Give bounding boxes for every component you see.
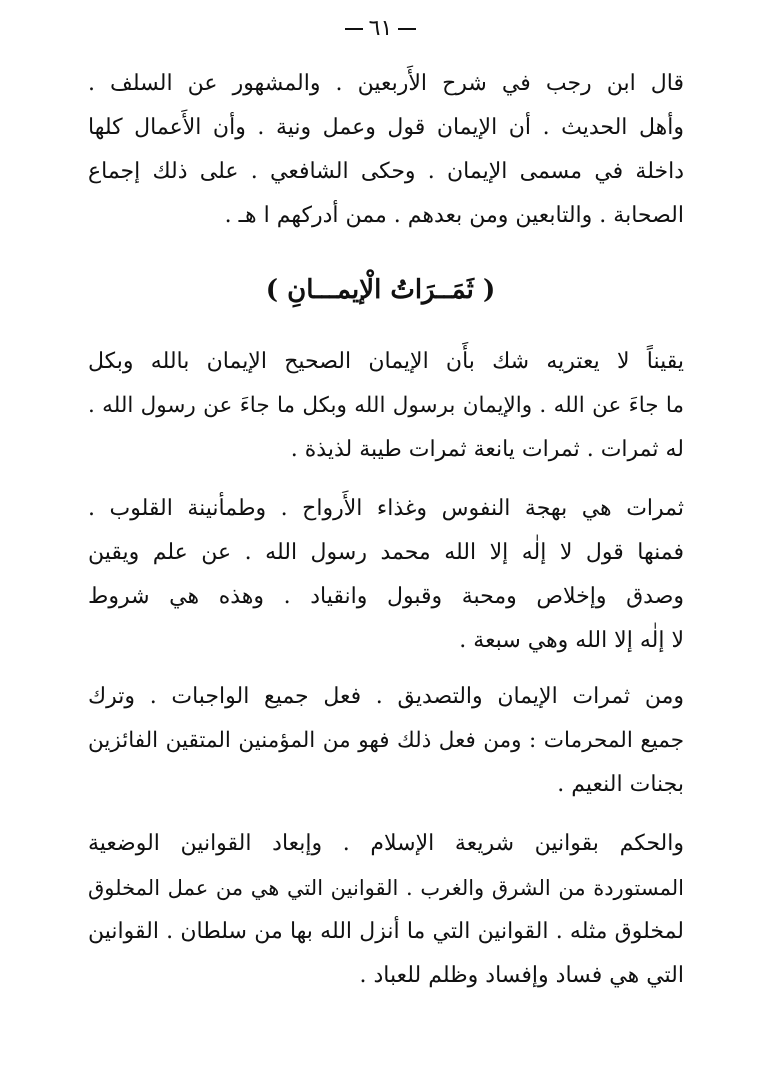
paragraph-line: التي هي فساد وإفساد وظلم للعباد . xyxy=(359,963,684,988)
page-number-dash-right xyxy=(398,28,416,30)
paragraph-line: وأهل الحديث . أن الإيمان قول وعمل ونية . وأن الأَعمال كلها xyxy=(88,115,684,140)
paragraph-line: قال ابن رجب في شرح الأَربعين . والمشهور عن السلف . xyxy=(88,71,684,96)
paragraph-line: لمخلوق مثله . القوانين التي ما أنزل الله بها من سلطان . القوانين xyxy=(88,919,684,944)
paragraph-line: له ثمرات . ثمرات يانعة ثمرات طيبة لذيذة . xyxy=(290,437,684,462)
paragraph-line: ما جاءَ عن الله . والإيمان برسول الله وبكل ما جاءَ عن رسول الله . xyxy=(88,393,684,418)
paragraph-line: داخلة في مسمى الإيمان . وحكى الشافعي . على ذلك إجماع xyxy=(88,159,684,184)
paragraph-laws xyxy=(88,822,684,998)
paragraph-line: ومن ثمرات الإيمان والتصديق . فعل جميع الواجبات . وترك xyxy=(88,684,684,709)
paragraph-line: ثمرات هي بهجة النفوس وغذاء الأَرواح . وطمأنينة القلوب . xyxy=(88,496,684,521)
paragraph-ibn-rajab xyxy=(88,62,684,238)
paragraph-line: والحكم بقوانين شريعة الإسلام . وإبعاد القوانين الوضعية xyxy=(88,831,684,856)
paragraph-line: فمنها قول لا إلٰه إلا الله محمد رسول الله . عن علم ويقين xyxy=(88,540,684,565)
paragraph-line: وصدق وإخلاص ومحبة وقبول وانقياد . وهذه هي شروط xyxy=(88,584,684,609)
paragraph-line: جميع المحرمات : ومن فعل ذلك فهو من المؤمنين المتقين الفائزين xyxy=(88,728,684,753)
page-number xyxy=(0,12,761,46)
paragraph-line: بجنات النعيم . xyxy=(557,772,684,797)
paragraph-obligations xyxy=(88,675,684,807)
page-number-dash-left xyxy=(345,28,363,30)
paragraph-fruits xyxy=(88,487,684,663)
paragraph-line: المستوردة من الشرق والغرب . القوانين التي هي من عمل المخلوق xyxy=(88,876,684,900)
paragraph-line: يقيناً لا يعتريه شك بأَن الإيمان الصحيح الإيمان بالله وبكل xyxy=(88,349,684,374)
page-number-text: ٦١ xyxy=(368,16,393,41)
section-heading: ( ثَمَــرَاتُ الْإيمـــانِ ) xyxy=(265,275,496,305)
paragraph-line: الصحابة . والتابعين ومن بعدهم . ممن أدركهم ا هـ . xyxy=(224,203,684,228)
paragraph-line: لا إلٰه إلا الله وهي سبعة . xyxy=(459,628,684,653)
paragraph-certainty xyxy=(88,340,684,472)
